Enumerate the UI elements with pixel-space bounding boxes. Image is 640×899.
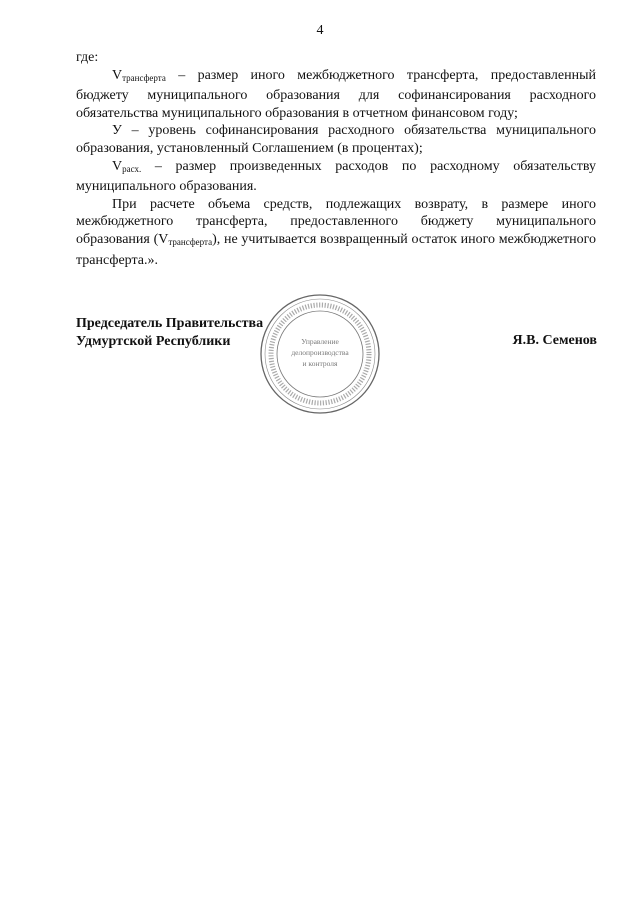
position-line-1: Председатель Правительства bbox=[76, 316, 264, 331]
variable-v: V bbox=[112, 67, 123, 83]
paragraph-text: ), не учитывается возвращенный остаток иного межбюджетного трансферта.». bbox=[76, 231, 597, 268]
definition-text: – размер иного межбюджетного трансферта, предоставленный бюджету муниципального образования для софинансирования расходного обязательства муниципального образования в отчетном финансовом году; bbox=[76, 67, 596, 121]
signatory-name: Я.В. Семенов bbox=[512, 333, 597, 348]
position-line-2: Удмуртской Республики bbox=[76, 333, 231, 349]
where-label: где: bbox=[76, 50, 99, 65]
subscript-expenses: расх. bbox=[122, 163, 142, 174]
subscript-transfer: трансферта bbox=[168, 236, 213, 247]
stamp-inner-line-1: Управление bbox=[301, 337, 339, 346]
signatory-position bbox=[76, 315, 263, 350]
stamp-inner-line-2: делопроизводства bbox=[291, 348, 349, 357]
definition-level: У – уровень софинансирования расходного обязательства муниципального образования, установленный Соглашением (в процентах); bbox=[76, 123, 596, 156]
paragraph-text: При расчете объема средств, подлежащих возврату, в размере иного межбюджетного трансферта, предоставленного бюджету муниципального образования (V bbox=[76, 196, 596, 247]
page-number: 4 bbox=[316, 23, 324, 38]
stamp-inner-line-3: и контроля bbox=[302, 359, 338, 368]
official-stamp-seal bbox=[258, 292, 382, 416]
variable-v: V bbox=[112, 158, 123, 174]
return-paragraph bbox=[76, 196, 596, 269]
definition-text: – размер произведенных расходов по расходному обязательству муниципального образования. bbox=[76, 158, 596, 195]
subscript-transfer: трансферта bbox=[122, 72, 166, 83]
definition-expenses bbox=[76, 158, 596, 196]
document-body bbox=[76, 49, 596, 269]
definition-transfer bbox=[76, 67, 596, 123]
